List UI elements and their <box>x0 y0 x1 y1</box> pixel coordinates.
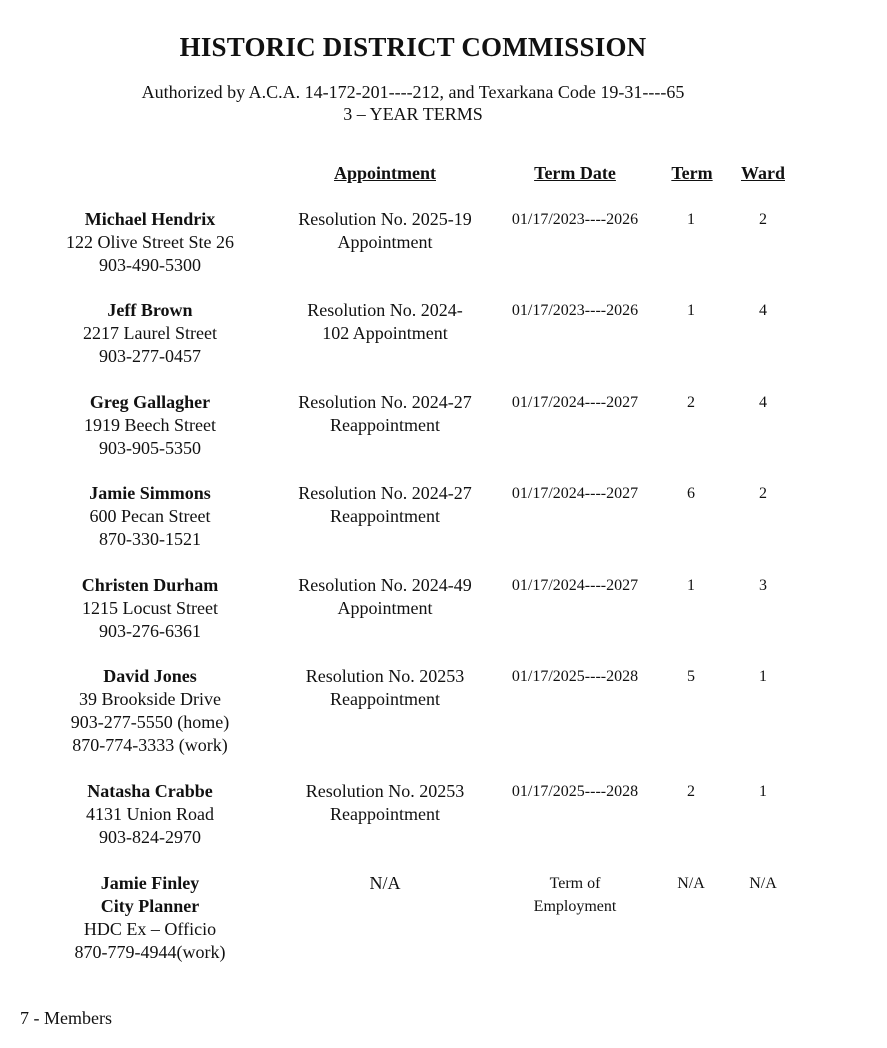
appointment-text: Resolution No. 2025-19 <box>298 209 472 229</box>
appointment-text: Resolution No. 20253 <box>305 781 465 801</box>
member-info <box>30 391 270 460</box>
term-date-cell <box>495 780 655 803</box>
member-name: Natasha Crabbe <box>87 781 213 801</box>
appointment-text: Reappointment <box>330 689 440 709</box>
member-name: Christen Durham <box>81 575 219 595</box>
member-detail: 903-490-5300 <box>99 255 201 275</box>
ward-cell: 1 <box>759 668 767 685</box>
member-info <box>30 482 270 551</box>
term-date-cell <box>495 299 655 322</box>
member-detail: 903-824-2970 <box>99 827 201 847</box>
member-detail: 39 Brookside Drive <box>79 689 221 709</box>
term-length: 3 – YEAR TERMS <box>343 104 483 124</box>
ward-cell: 4 <box>759 394 767 411</box>
member-name: Jamie Simmons <box>89 483 211 503</box>
member-detail: 122 Olive Street Ste 26 <box>66 232 234 252</box>
appointment-text: Resolution No. 20253 <box>305 666 465 686</box>
appointment-text: Resolution No. 2024- <box>307 300 463 320</box>
term-cell: 1 <box>687 577 695 594</box>
term-cell: 2 <box>687 394 695 411</box>
ward-cell: 3 <box>759 577 767 594</box>
appointment-cell <box>275 574 495 620</box>
term-cell: 5 <box>687 668 695 685</box>
member-info <box>30 299 270 368</box>
term-date-text: 01/17/2024----2027 <box>511 577 639 594</box>
member-name: Jamie Finley <box>100 873 200 893</box>
appointment-cell <box>275 780 495 826</box>
member-info <box>30 780 270 849</box>
term-cell: N/A <box>677 875 705 892</box>
member-name: Jeff Brown <box>107 300 193 320</box>
member-info <box>30 574 270 643</box>
ward-cell: N/A <box>749 875 777 892</box>
member-detail: 600 Pecan Street <box>89 506 211 526</box>
authorization-line: Authorized by A.C.A. 14-172-201----212, and Texarkana Code 19-31----65 <box>141 82 685 102</box>
member-detail: 903-276-6361 <box>99 621 201 641</box>
member-count: 7 - Members <box>20 1008 112 1028</box>
ward-cell: 1 <box>759 783 767 800</box>
member-detail: 4131 Union Road <box>86 804 214 824</box>
ward-cell: 2 <box>759 485 767 502</box>
member-detail: HDC Ex – Officio <box>83 919 217 939</box>
column-header-term-date: Term Date <box>534 163 616 183</box>
appointment-text: Resolution No. 2024-27 <box>298 392 472 412</box>
member-name: David Jones <box>103 666 197 686</box>
member-detail: 903-277-5550 (home) <box>70 712 230 732</box>
member-detail: 2217 Laurel Street <box>83 323 217 343</box>
member-detail: 1919 Beech Street <box>84 415 216 435</box>
term-date-text: Term of <box>549 875 601 892</box>
term-date-text: 01/17/2023----2026 <box>511 302 639 319</box>
term-date-cell <box>495 872 655 918</box>
member-detail: 870-774-3333 (work) <box>72 735 228 755</box>
column-header-term: Term <box>671 163 713 183</box>
term-date-cell <box>495 208 655 231</box>
appointment-text: Reappointment <box>330 804 440 824</box>
member-detail: 870-330-1521 <box>99 529 201 549</box>
document-title: HISTORIC DISTRICT COMMISSION <box>179 32 647 62</box>
term-date-cell <box>495 574 655 597</box>
term-date-text: Employment <box>533 898 617 915</box>
appointment-cell <box>275 299 495 345</box>
member-detail: 903-905-5350 <box>99 438 201 458</box>
appointment-cell <box>275 391 495 437</box>
appointment-cell <box>275 872 495 895</box>
member-info <box>30 665 270 757</box>
member-info <box>30 208 270 277</box>
term-date-text: 01/17/2025----2028 <box>511 668 639 685</box>
term-date-cell <box>495 391 655 414</box>
appointment-cell <box>275 482 495 528</box>
column-header-appointment: Appointment <box>333 163 436 183</box>
term-cell: 2 <box>687 783 695 800</box>
member-detail: 903-277-0457 <box>99 346 201 366</box>
appointment-text: Resolution No. 2024-49 <box>298 575 472 595</box>
term-date-cell <box>495 482 655 505</box>
term-date-text: 01/17/2025----2028 <box>511 783 639 800</box>
term-date-text: 01/17/2023----2026 <box>511 211 639 228</box>
term-cell: 6 <box>687 485 695 502</box>
member-detail: 1215 Locust Street <box>82 598 218 618</box>
appointment-text: Reappointment <box>330 415 440 435</box>
term-date-text: 01/17/2024----2027 <box>511 394 639 411</box>
member-title: City Planner <box>100 896 200 916</box>
appointment-cell <box>275 665 495 711</box>
appointment-text: Appointment <box>337 598 433 618</box>
term-cell: 1 <box>687 211 695 228</box>
member-info <box>30 872 270 964</box>
term-cell: 1 <box>687 302 695 319</box>
appointment-text: Appointment <box>337 232 433 252</box>
appointment-text: 102 Appointment <box>322 323 448 343</box>
member-detail: 870-779-4944(work) <box>74 942 226 962</box>
member-name: Michael Hendrix <box>84 209 216 229</box>
appointment-text: Resolution No. 2024-27 <box>298 483 472 503</box>
appointment-text: Reappointment <box>330 506 440 526</box>
ward-cell: 4 <box>759 302 767 319</box>
column-header-ward: Ward <box>740 163 785 183</box>
member-name: Greg Gallagher <box>89 392 211 412</box>
ward-cell: 2 <box>759 211 767 228</box>
appointment-cell <box>275 208 495 254</box>
term-date-cell <box>495 665 655 688</box>
term-date-text: 01/17/2024----2027 <box>511 485 639 502</box>
appointment-text: N/A <box>369 873 401 893</box>
